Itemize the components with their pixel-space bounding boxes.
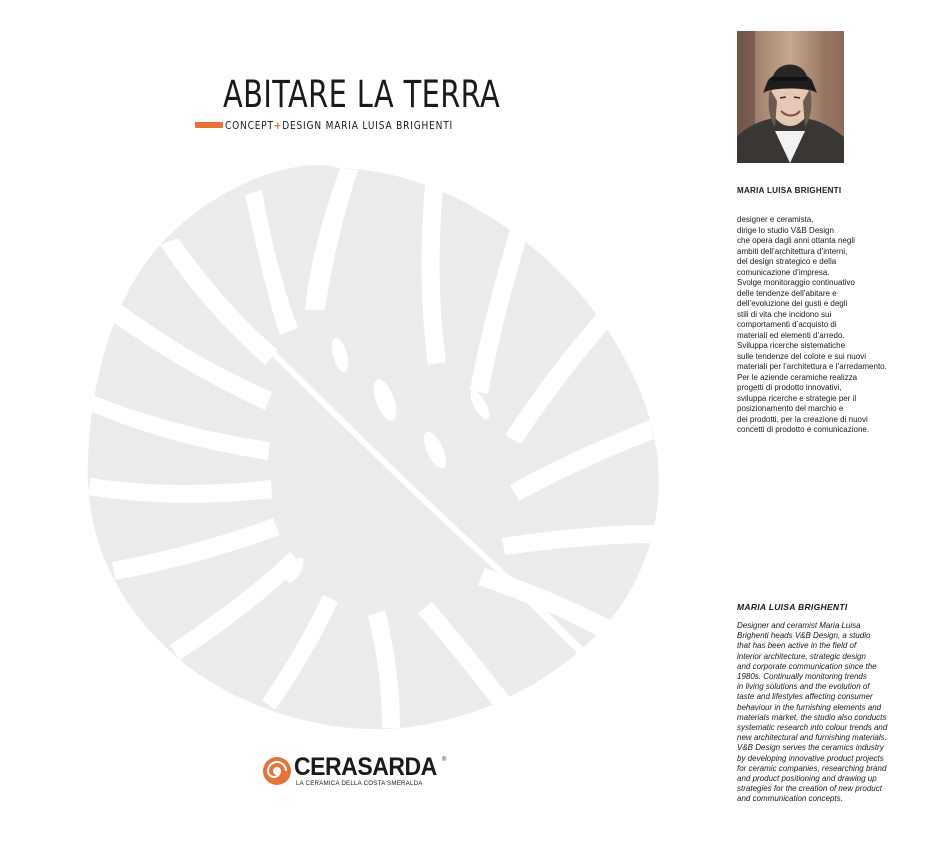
bio-line: progetti di prodotto innovativi, <box>737 383 842 392</box>
logo-registered-mark: ® <box>442 757 447 763</box>
bio-line: behaviour in the furnishing elements and <box>737 702 882 712</box>
bio-line: delle tendenze dell’abitare e <box>737 288 837 298</box>
bio-line: che opera dagli anni ottanta negli <box>737 236 855 245</box>
bio-line: and corporate communication since the <box>737 661 877 671</box>
title-subtitle <box>225 119 453 132</box>
bio-line: comunicazione d’impresa. <box>737 267 830 277</box>
bio-line: del design strategico e della <box>737 257 837 266</box>
bio-line: materiali per l’architettura e l’arredamento. <box>737 362 887 371</box>
subtitle-rest: DESIGN MARIA LUISA BRIGHENTI <box>282 119 454 132</box>
author-name-italian: MARIA LUISA BRIGHENTI <box>737 186 842 195</box>
bio-line: Svolge monitoraggio continuativo <box>737 278 855 287</box>
subtitle-plus: + <box>273 119 283 132</box>
cerasarda-mark-icon <box>262 756 292 786</box>
bio-line: interior architecture, strategic design <box>737 651 866 661</box>
bio-english <box>737 621 937 805</box>
bio-line: concetti di prodotto e comunicazione. <box>737 425 870 434</box>
bio-line: posizionamento del marchio e <box>737 404 844 413</box>
portrait-image <box>737 31 844 163</box>
bio-line: and product positioning and drawing up <box>737 774 877 784</box>
title-accent-bar <box>195 122 223 128</box>
subtitle-concept: CONCEPT <box>225 119 274 132</box>
bio-line: taste and lifestyles affecting consumer <box>737 692 873 702</box>
bio-line: and communication concepts. <box>737 794 843 804</box>
bio-line: dell’evoluzione dei gusti e degli <box>737 299 848 308</box>
bio-line: dei prodotti, per la creazione di nuovi <box>737 414 868 424</box>
bio-line: materials market, the studio also conducts <box>737 712 887 722</box>
bio-line: new architectural and furnishing materials. <box>737 733 887 743</box>
bio-line: ambiti dell’architettura d’interni, <box>737 246 848 256</box>
bio-line: sviluppa ricerche e strategie per il <box>737 393 857 403</box>
page-title: ABITARE LA TERRA <box>223 73 501 116</box>
bio-line: Designer and ceramist Maria Luisa <box>737 621 861 630</box>
logo-tagline: LA CERAMICA DELLA COSTA SMERALDA <box>296 780 423 787</box>
bio-line: Brighenti heads V&B Design, a studio <box>737 631 871 641</box>
bio-line: by developing innovative product projects <box>737 753 884 763</box>
bio-line: in living solutions and the evolution of <box>737 682 870 692</box>
bio-line: strategies for the creation of new product <box>737 784 882 794</box>
bio-line: systematic research into colour trends and <box>737 723 888 733</box>
bio-line: for ceramic companies, researching brand <box>737 763 887 773</box>
logo-wordmark: CERASARDA <box>294 753 437 781</box>
author-name-english: MARIA LUISA BRIGHENTI <box>737 602 848 612</box>
monstera-leaf-illustration <box>40 150 680 740</box>
bio-line: V&B Design serves the ceramics industry <box>737 743 884 753</box>
bio-line: Per le aziende ceramiche realizza <box>737 372 858 382</box>
portrait-photo <box>737 31 844 163</box>
bio-italian <box>737 215 937 436</box>
bio-line: stili di vita che incidono sui <box>737 309 832 319</box>
cerasarda-logo <box>262 753 462 790</box>
bio-line: that has been active in the field of <box>737 641 857 651</box>
bio-line: 1980s. Continually monitoring trends <box>737 672 867 682</box>
bio-line: comportamenti d’acquisto di <box>737 320 837 329</box>
bio-line: materiali ed elementi d’arredo. <box>737 330 845 340</box>
bio-line: dirige lo studio V&B Design <box>737 225 834 235</box>
bio-line: sulle tendenze del colore e sui nuovi <box>737 351 866 361</box>
bio-line: Sviluppa ricerche sistematiche <box>737 341 846 350</box>
bio-line: designer e ceramista, <box>737 215 814 224</box>
